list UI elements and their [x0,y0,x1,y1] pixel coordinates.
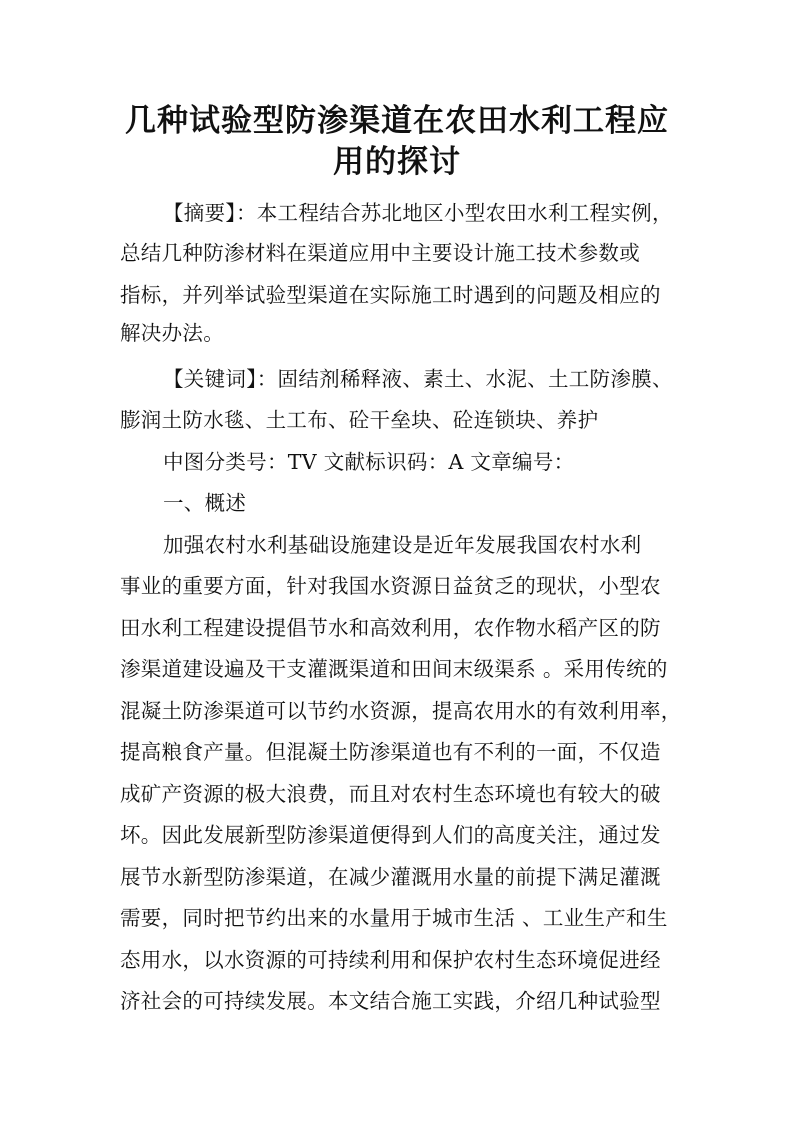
abstract-line: 解决办法。 [120,321,224,345]
body-line: 成矿产资源的极大浪费，而且对农村生态环境也有较大的破 [120,782,661,806]
body-line: 田水利工程建设提倡节水和高效利用，农作物水稻产区的防 [120,616,661,640]
body-line: 混凝土防渗渠道可以节约水资源，提高农用水的有效利用率， [120,699,682,723]
body-line: 需要，同时把节约出来的水量用于城市生活 、工业生产和生 [120,906,668,930]
body-line: 济社会的可持续发展。本文结合施工实践，介绍几种试验型 [120,989,661,1013]
abstract-line: 【摘要】：本工程结合苏北地区小型农田水利工程实例， [163,201,673,225]
title-line-2: 用的探讨 [333,144,461,180]
keywords-line: 膨润土防水毯、土工布、砼干垒块、砼连锁块、养护 [120,408,599,432]
body-line: 渗渠道建设遍及干支灌溉渠道和田间末级渠系 。采用传统的 [120,657,668,681]
body-line: 提高粮食产量。但混凝土防渗渠道也有不利的一面，不仅造 [120,740,661,764]
classification-line: 中图分类号：TV 文献标识码：A 文章编号： [163,450,575,474]
keywords-line: 【关键词】：固结剂稀释液、素土、水泥、土工防渗膜、 [163,367,673,391]
body-line: 加强农村水利基础设施建设是近年发展我国农村水利 [163,533,642,557]
body-line: 展节水新型防渗渠道，在减少灌溉用水量的前提下满足灌溉 [120,865,661,889]
title-line-1: 几种试验型防渗渠道在农田水利工程应 [125,103,669,139]
abstract-line: 指标，并列举试验型渠道在实际施工时遇到的问题及相应的 [120,283,661,307]
abstract-line: 总结几种防渗材料在渠道应用中主要设计施工技术参数或 [120,241,640,265]
body-line: 态用水，以水资源的可持续利用和保护农村生态环境促进经 [120,948,661,972]
body-line: 事业的重要方面，针对我国水资源日益贫乏的现状，小型农 [120,574,661,598]
body-line: 坏。因此发展新型防渗渠道便得到人们的高度关注，通过发 [120,823,661,847]
section-heading: 一、概述 [163,491,247,515]
